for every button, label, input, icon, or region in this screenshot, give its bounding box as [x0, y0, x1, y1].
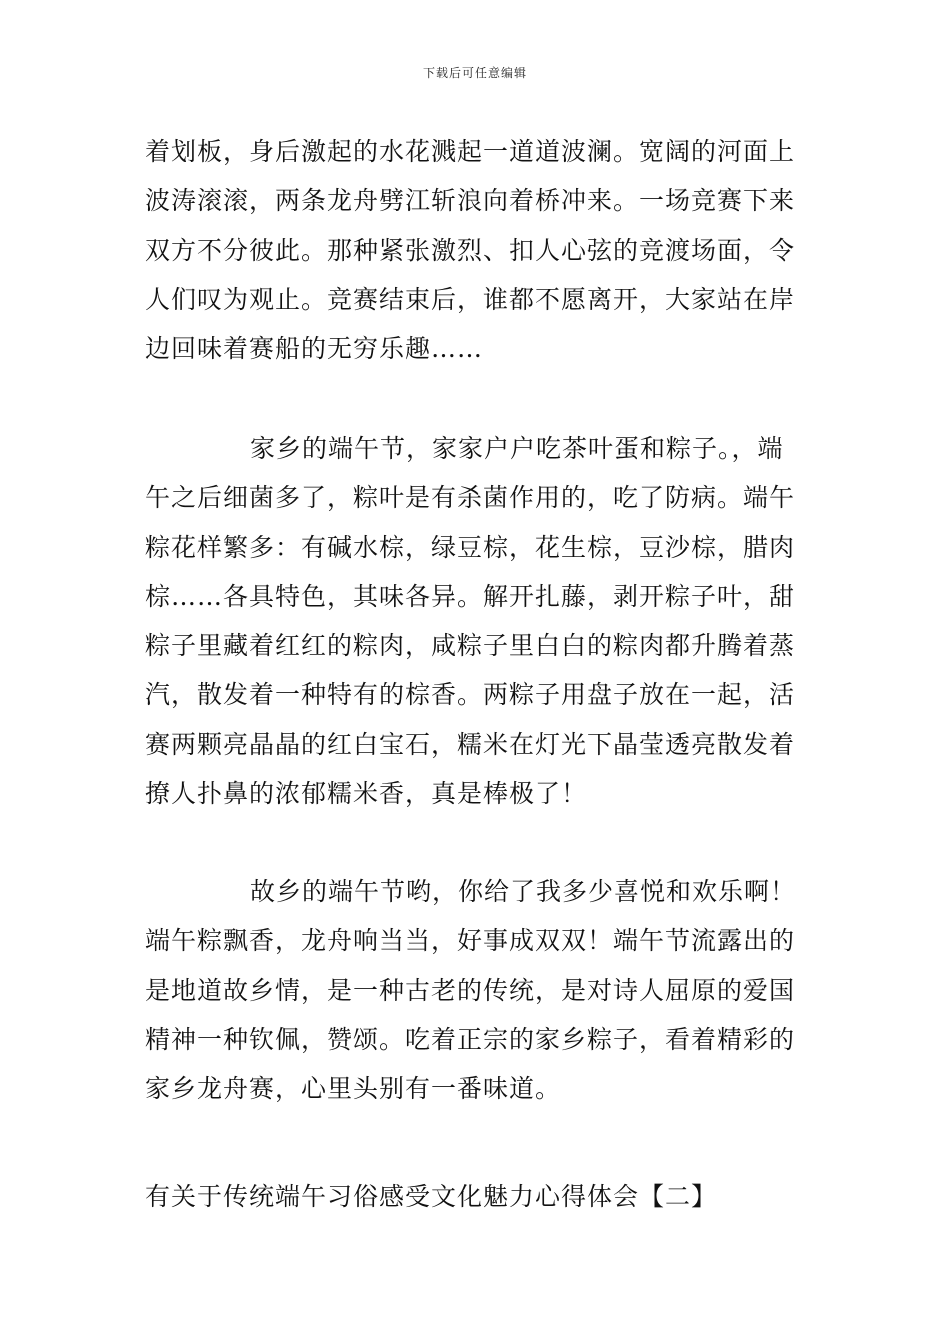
- paragraph-2: [145, 424, 805, 818]
- section-heading: 有关于传统端午习俗感受文化魅力心得体会【二】: [145, 1182, 718, 1211]
- paragraph-line: 粽子里藏着红红的粽肉，咸粽子里白白的粽肉都升腾着蒸: [145, 631, 796, 661]
- page-header: 下载后可任意编辑: [422, 66, 527, 80]
- paragraph-line: 午之后细菌多了，粽叶是有杀菌作用的，吃了防病。端午: [145, 483, 796, 513]
- paragraph-line: 粽花样繁多：有碱水棕，绿豆棕，花生棕，豆沙棕，腊肉: [145, 532, 796, 562]
- paragraph-line: 故乡的端午节哟，你给了我多少喜悦和欢乐啊！: [250, 877, 797, 906]
- paragraph-line: 边回味着赛船的无穷乐趣……: [145, 334, 484, 364]
- paragraph-line: 家乡的端午节，家家户户吃茶叶蛋和粽子。，端: [250, 434, 784, 463]
- paragraph-line: 是地道故乡情，是一种古老的传统，是对诗人屈原的爱国: [145, 975, 796, 1005]
- paragraph-line: 端午粽飘香，龙舟响当当，好事成双双！端午节流露出的: [145, 926, 796, 956]
- paragraph-line: 撩人扑鼻的浓郁糯米香，真是棒极了！: [145, 779, 588, 809]
- paragraph-line: 家乡龙舟赛，心里头别有一番味道。: [145, 1074, 562, 1104]
- paragraph-line: 波涛滚滚，两条龙舟劈江斩浪向着桥冲来。一场竞赛下来: [145, 186, 796, 216]
- paragraph-line: 棕……各具特色，其味各异。解开扎藤，剥开粽子叶，甜: [145, 581, 796, 611]
- paragraph-line: 汽，散发着一种特有的棕香。两粽子用盘子放在一起，活: [145, 680, 796, 710]
- paragraph-line: 赛两颗亮晶晶的红白宝石，糯米在灯光下晶莹透亮散发着: [145, 729, 796, 759]
- paragraph-line: 人们叹为观止。竞赛结束后，谁都不愿离开，大家站在岸: [145, 284, 796, 314]
- paragraph-line: 着划板，身后激起的水花溅起一道道波澜。宽阔的河面上: [145, 137, 796, 166]
- paragraph-line: 双方不分彼此。那种紧张激烈、扣人心弦的竞渡场面，令: [145, 235, 796, 265]
- paragraph-line: 精神一种钦佩，赞颂。吃着正宗的家乡粽子，看着精彩的: [145, 1024, 796, 1054]
- paragraph-3: [145, 867, 805, 1113]
- paragraph-1: [145, 127, 805, 373]
